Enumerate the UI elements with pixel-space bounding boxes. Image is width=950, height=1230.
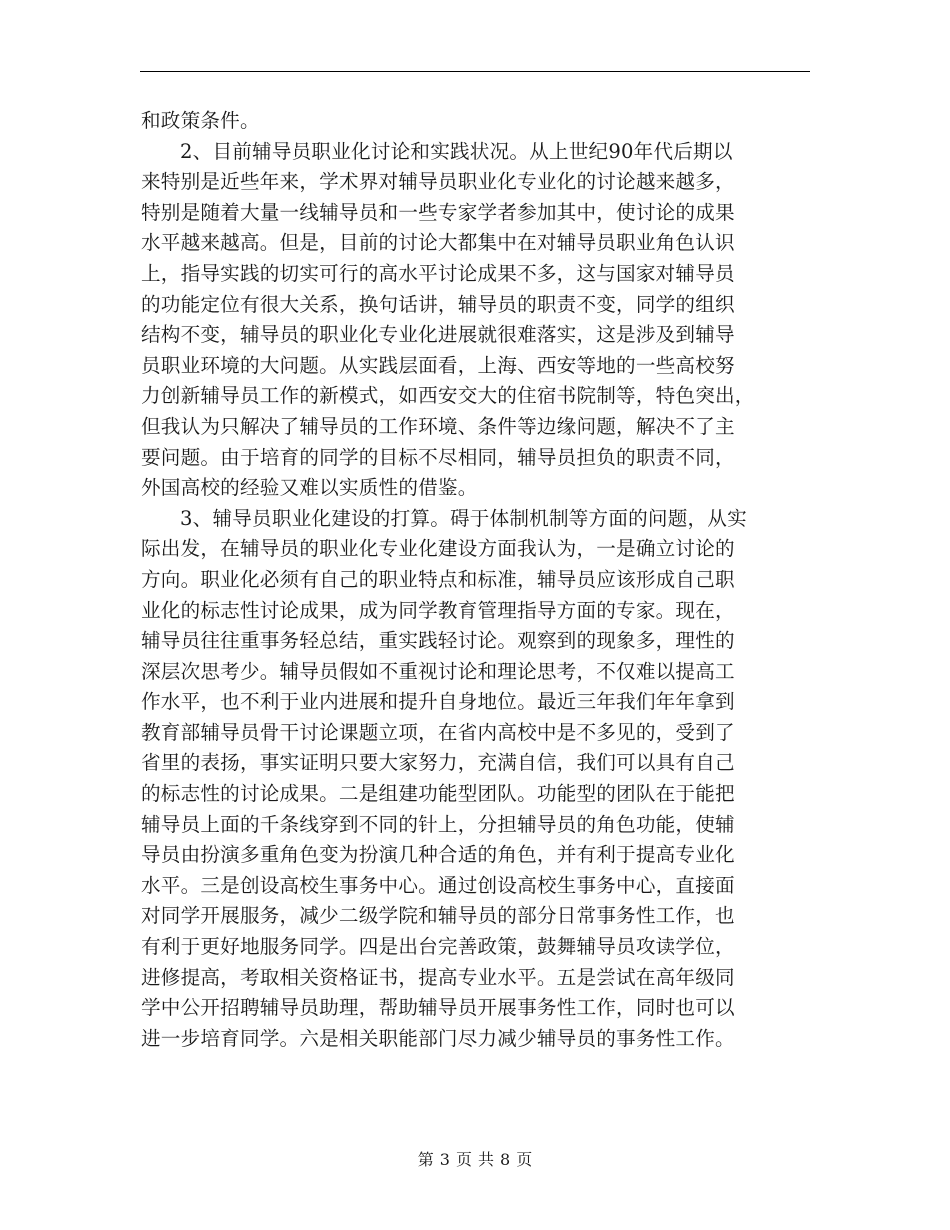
text-line: 导员由扮演多重角色变为扮演几种合适的角色，并有利于提高专业化 (141, 843, 735, 867)
text-line: 对同学开展服务，减少二级学院和辅导员的部分日常事务性工作，也 (141, 904, 735, 928)
text-line: 水平。三是创设高校生事务中心。通过创设高校生事务中心，直接面 (141, 873, 735, 897)
text-line: 辅导员上面的千条线穿到不同的针上，分担辅导员的角色功能，使辅 (141, 812, 735, 836)
text-line: 但我认为只解决了辅导员的工作环境、条件等边缘问题，解决不了主 (141, 414, 735, 438)
text-line: 教育部辅导员骨干讨论课题立项，在省内高校中是不多见的，受到了 (141, 720, 735, 744)
text-line: 进一步培育同学。六是相关职能部门尽力减少辅导员的事务性工作。 (141, 1026, 735, 1050)
text-line: 有利于更好地服务同学。四是出台完善政策，鼓舞辅导员攻读学位， (141, 935, 735, 959)
page-total: 8 (500, 1150, 511, 1169)
text-line: 的功能定位有很大关系，换句话讲，辅导员的职责不变，同学的组织 (141, 292, 735, 316)
text-line: 水平越来越高。但是，目前的讨论大都集中在对辅导员职业角色认识 (141, 231, 735, 255)
page-footer (0, 1147, 950, 1170)
text-line: 3、辅导员职业化建设的打算。碍于体制机制等方面的问题，从实 (180, 506, 747, 530)
text-line: 来特别是近些年来，学术界对辅导员职业化专业化的讨论越来越多， (141, 170, 735, 194)
text-line: 上，指导实践的切实可行的高水平讨论成果不多，这与国家对辅导员 (141, 261, 735, 285)
footer-di: 第 (417, 1150, 434, 1169)
text-line: 的标志性的讨论成果。二是组建功能型团队。功能型的团队在于能把 (141, 782, 735, 806)
text-line: 力创新辅导员工作的新模式，如西安交大的住宿书院制等，特色突出， (141, 384, 755, 408)
text-line: 作水平，也不利于业内进展和提升自身地位。最近三年我们年年拿到 (141, 690, 735, 714)
text-line: 辅导员往往重事务轻总结，重实践轻讨论。观察到的现象多，理性的 (141, 629, 735, 653)
header-rule (140, 71, 810, 72)
text-line: 结构不变，辅导员的职业化专业化进展就很难落实，这是涉及到辅导 (141, 323, 735, 347)
text-line: 业化的标志性讨论成果，成为同学教育管理指导方面的专家。现在， (141, 598, 735, 622)
footer-ye2: 页 (516, 1150, 533, 1169)
body-text (141, 106, 813, 1054)
text-line: 外国高校的经验又难以实质性的借鉴。 (141, 476, 478, 500)
text-line: 和政策条件。 (141, 109, 260, 132)
text-line: 要问题。由于培育的同学的目标不尽相同，辅导员担负的职责不同， (141, 445, 735, 469)
text-line: 员职业环境的大问题。从实践层面看，上海、西安等地的一些高校努 (141, 353, 735, 377)
footer-gong: 共 (478, 1150, 495, 1169)
text-line: 深层次思考少。辅导员假如不重视讨论和理论思考，不仅难以提高工 (141, 659, 735, 683)
text-line: 省里的表扬，事实证明只要大家努力，充满自信，我们可以具有自己 (141, 751, 735, 775)
footer-ye: 页 (455, 1150, 472, 1169)
text-line: 际出发，在辅导员的职业化专业化建设方面我认为，一是确立讨论的 (141, 537, 735, 561)
text-line: 学中公开招聘辅导员助理，帮助辅导员开展事务性工作，同时也可以 (141, 996, 735, 1020)
text-line: 2、目前辅导员职业化讨论和实践状况。从上世纪90年代后期以 (180, 139, 733, 163)
text-line: 特别是随着大量一线辅导员和一些专家学者参加其中，使讨论的成果 (141, 200, 735, 224)
page-number: 3 (439, 1150, 450, 1169)
text-line: 进修提高，考取相关资格证书，提高专业水平。五是尝试在高年级同 (141, 965, 735, 989)
text-line: 方向。职业化必须有自己的职业特点和标准，辅导员应该形成自己职 (141, 567, 735, 591)
